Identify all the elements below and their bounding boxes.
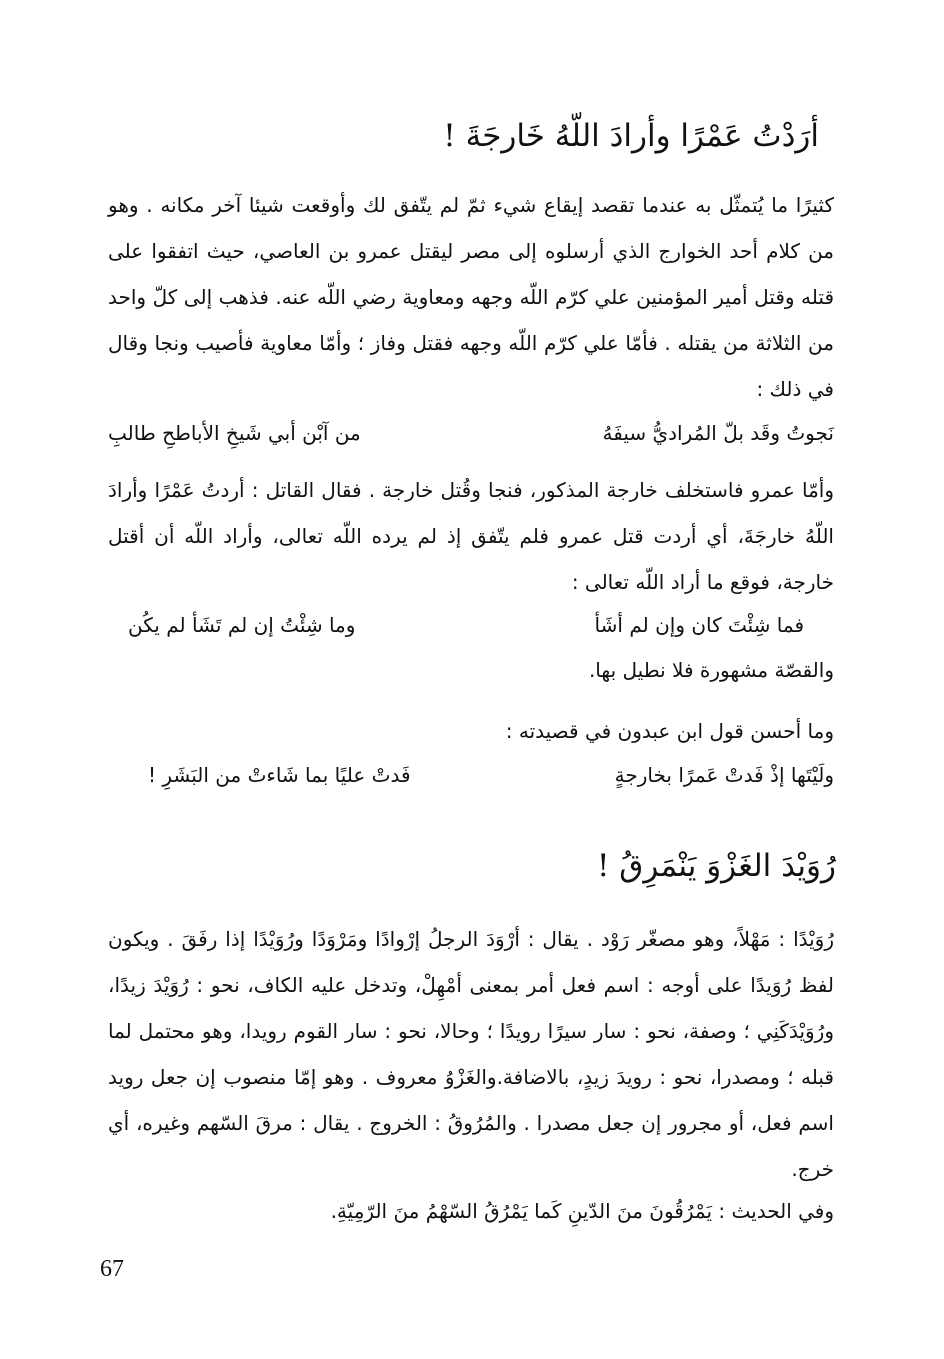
verse-1 [108, 410, 834, 456]
verse-3-intro: وما أحسن قول ابن عبدون في قصيدته : [505, 719, 834, 743]
section-title-1: أرَدْتُ عَمْرًا وأرادَ اللّهُ خَارجَةَ ! [443, 118, 819, 154]
verse-2-second-hemistich: وما شِئْتُ إن لم تَشَأ لم يكُن [128, 613, 356, 637]
verse-2 [108, 602, 834, 648]
paragraph-4: وفي الحديث : يَمْرُقُونَ منَ الدّينِ كَما يَمْرُقُ السّهْمُ منَ الرّمِيّةِ. [330, 1199, 834, 1223]
paragraph-2: وأمّا عمرو فاستخلف خارجة المذكور، فنجا وقُتل خارجة . فقال القاتل : أردتُ عَمْرًا وأرادَ اللّهُ خارجَةَ، أي أردت قتل عمرو فلم يتّفق إذ لم يرده اللّه تعالى، وأراد اللّه أن أقتل خارجة، فوقع ما أراد اللّه تعالى : [108, 478, 834, 594]
verse-3 [108, 752, 834, 798]
verse-1-second-hemistich: من آبْن أبي شَيخِ الأباطحِ طالبِ [108, 421, 361, 445]
paragraph-1: كثيرًا ما يُتمثّل به عندما تقصد إيقاع شيء ثمّ لم يتّفق لك وأوقعت شيئا آخر مكانه . وهو من كلام أحد الخوارج الذي أرسلوه إلى مصر ليقتل عمرو بن العاصي، حيث اتفقوا على قتله وقتل أمير المؤمنين علي كرّم اللّه وجهه ومعاوية رضي اللّه عنه. فذهب إلى كلّ واحد من الثلاثة من يقتله . فأمّا علي كرّم اللّه وجهه فقتل وفاز ؛ وأمّا معاوية فأصيب ونجا وقال في ذلك : [108, 193, 834, 401]
paragraph-3: رُوَيْدًا : مَهْلاً، وهو مصغّر رَوْد . يقال : أرْوَدَ الرجلُ إرْوادًا ومَرْوَدًا ورُوَيْدًا إذا رفَقَ . ويكون لفظ رُوَيدًا على أوجه : اسم فعل أمر بمعنى أمْهِلْ، وتدخل عليه الكاف، نحو : رُوَيْدَ زيدًا، ورُوَيْدَكَنِي ؛ وصفة، نحو : سار سيرًا رويدًا ؛ وحالا، نحو : سار القوم رويدا، وهو محتمل لما قبله ؛ ومصدرا، نحو : رويدَ زيدٍ، بالاضافة.والغَزْوُ معروف . وهو إمّا منصوب إن جعل رويد اسم فعل، أو مجرور إن جعل مصدرا . والمُرُوقُ : الخروج . يقال : مرقَ السّهم وغيره، أي خرج. [108, 927, 834, 1181]
verse-1-first-hemistich: نَجوتُ وقَد بلّ المُراديُّ سيفَهُ [602, 421, 834, 445]
verse-2-first-hemistich: فما شِئْتَ كان وإن لم أشَأ [594, 613, 804, 637]
page-number: 67 [100, 1256, 124, 1282]
verse-2-note: والقصّة مشهورة فلا نطيل بها. [588, 658, 834, 682]
verse-3-first-hemistich: ولَيْتَها إذْ فَدتْ عَمرًا بخارجةٍ [614, 763, 834, 787]
verse-3-second-hemistich: فَدتْ عليًا بما شَاءتْ من البَشَرِ ! [148, 763, 411, 787]
section-title-2: رُوَيْدَ الغَزْوَ يَنْمَرِقُ ! [596, 848, 836, 884]
